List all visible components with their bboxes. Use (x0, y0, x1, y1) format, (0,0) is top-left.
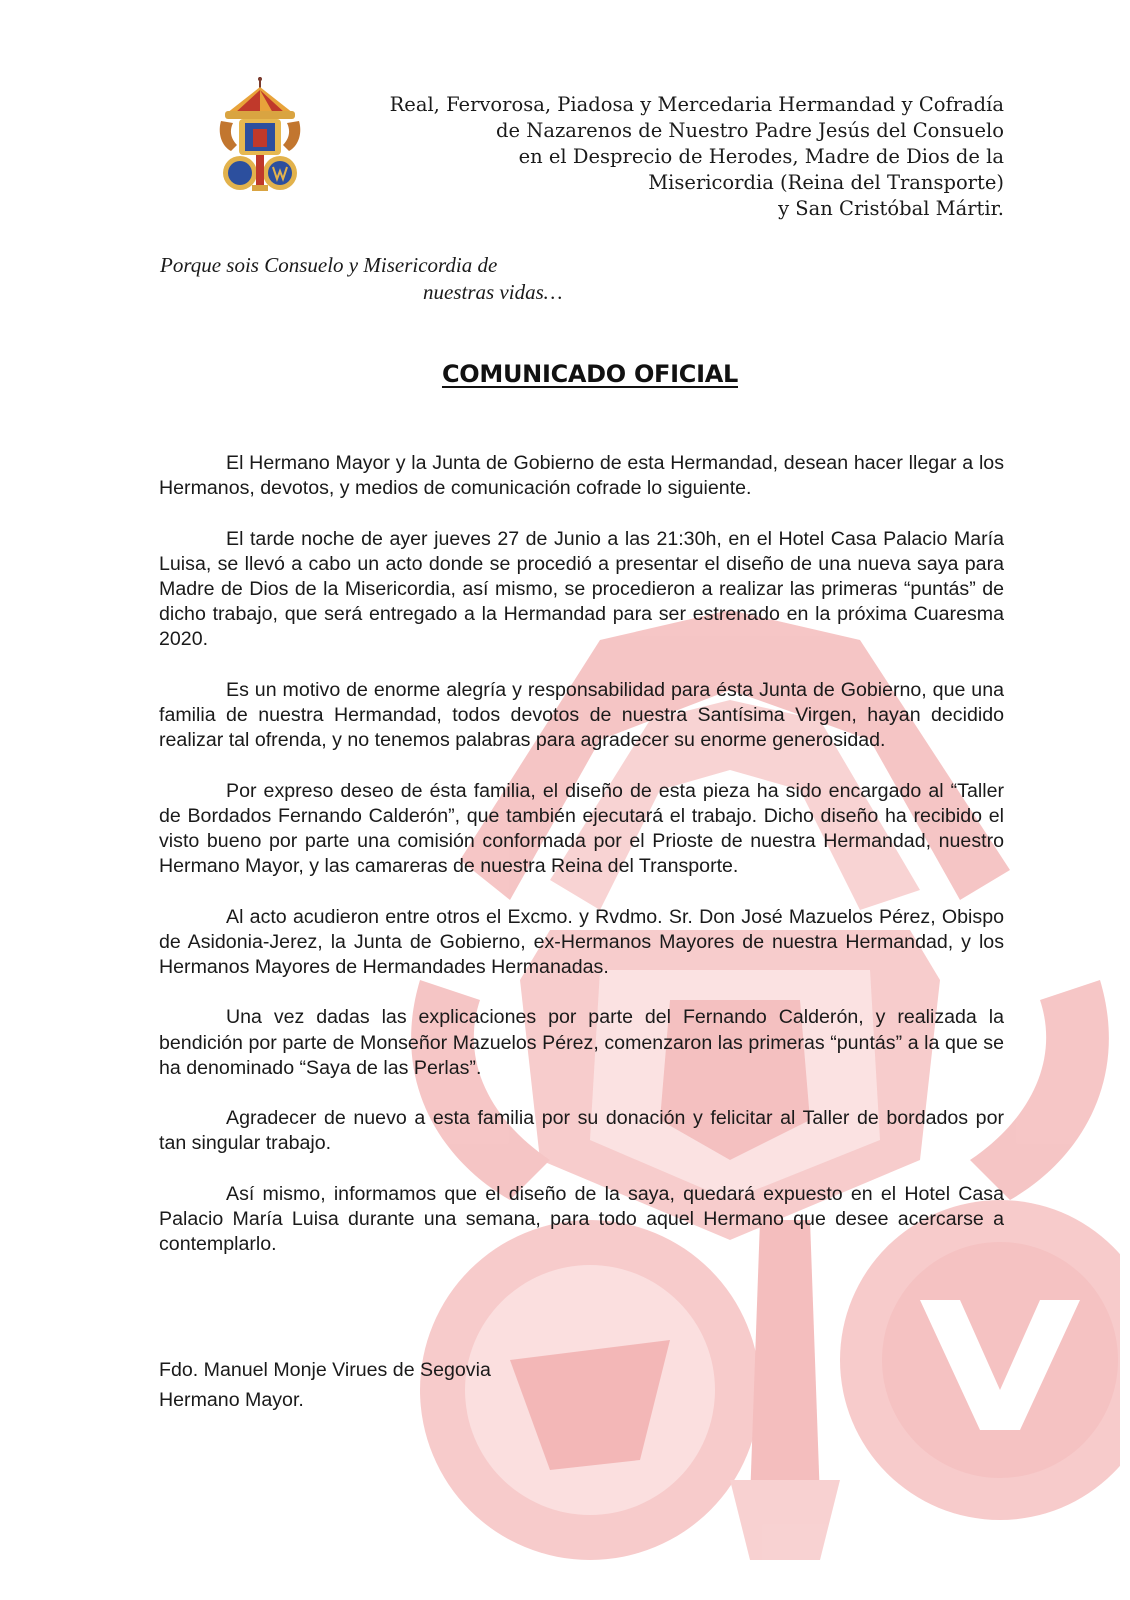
organization-name (390, 92, 1004, 222)
body-paragraph: Agradecer de nuevo a esta familia por su donación y felicitar al Taller de bordados por tan singular trabajo. (159, 1107, 1004, 1155)
body-paragraph: El tarde noche de ayer jueves 27 de Junio a las 21:30h, en el Hotel Casa Palacio María Luisa, se llevó a cabo un acto donde se procedió a presentar el diseño de una nueva saya para Madre de Dios de la Misericordia, así mismo, se procedieron a realizar las primeras “puntás” de dicho trabajo, que será entregado a la Hermandad para ser estrenado en la próxima Cuaresma 2020. (159, 527, 1004, 651)
brotherhood-crest-icon (215, 75, 305, 195)
organization-line: y San Cristóbal Mártir. (778, 197, 1004, 220)
document-title: COMUNICADO OFICIAL (441, 360, 738, 388)
motto (160, 252, 562, 306)
body-paragraph: Al acto acudieron entre otros el Excmo. y Rvdmo. Sr. Don José Mazuelos Pérez, Obispo de Asidonia-Jerez, la Junta de Gobierno, ex-Hermanos Mayores de nuestra Hermandad, y los Hermanos Mayores de Hermandades Hermanadas. (159, 905, 1004, 978)
organization-line: de Nazarenos de Nuestro Padre Jesús del Consuelo (496, 119, 1004, 142)
organization-line: Misericordia (Reina del Transporte) (648, 171, 1004, 194)
body-paragraph: Por expreso deseo de ésta familia, el diseño de esta pieza ha sido encargado al “Taller de Bordados Fernando Calderón”, que también ejecutará el trabajo. Dicho diseño ha recibido el visto bueno por parte una comisión conformada por el Prioste de nuestra Hermandad, nuestro Hermano Mayor, y las camareras de nuestra Reina del Transporte. (159, 779, 1004, 878)
signature-name: Fdo. Manuel Monje Virues de Segovia (159, 1359, 491, 1381)
document-body (159, 451, 1004, 1283)
organization-line: Real, Fervorosa, Piadosa y Mercedaria Hermandad y Cofradía (389, 93, 1004, 116)
body-paragraph: Una vez dadas las explicaciones por parte del Fernando Calderón, y realizada la bendición por parte de Monseñor Mazuelos Pérez, comenzaron las primeras “puntás” a la que se ha denominado “Saya de las Perlas”. (159, 1006, 1004, 1079)
organization-line: en el Desprecio de Herodes, Madre de Dios de la (518, 145, 1004, 168)
signature-role: Hermano Mayor. (159, 1389, 304, 1411)
motto-line-1: Porque sois Consuelo y Misericordia de (160, 253, 498, 277)
motto-line-2: nuestras vidas… (423, 280, 563, 304)
signature-block (159, 1355, 491, 1415)
document-title-wrapper (0, 360, 1130, 388)
body-paragraph: Así mismo, informamos que el diseño de la saya, quedará expuesto en el Hotel Casa Palacio María Luisa durante una semana, para todo aquel Hermano que desee acercarse a contemplarlo. (159, 1182, 1004, 1256)
body-paragraph: El Hermano Mayor y la Junta de Gobierno de esta Hermandad, desean hacer llegar a los Hermanos, devotos, y medios de comunicación cofrade lo siguiente. (159, 452, 1004, 500)
body-paragraph: Es un motivo de enorme alegría y responsabilidad para ésta Junta de Gobierno, que una familia de nuestra Hermandad, todos devotos de nuestra Santísima Virgen, hayan decidido realizar tal ofrenda, y no tenemos palabras para agradecer su enorme generosidad. (159, 678, 1004, 752)
